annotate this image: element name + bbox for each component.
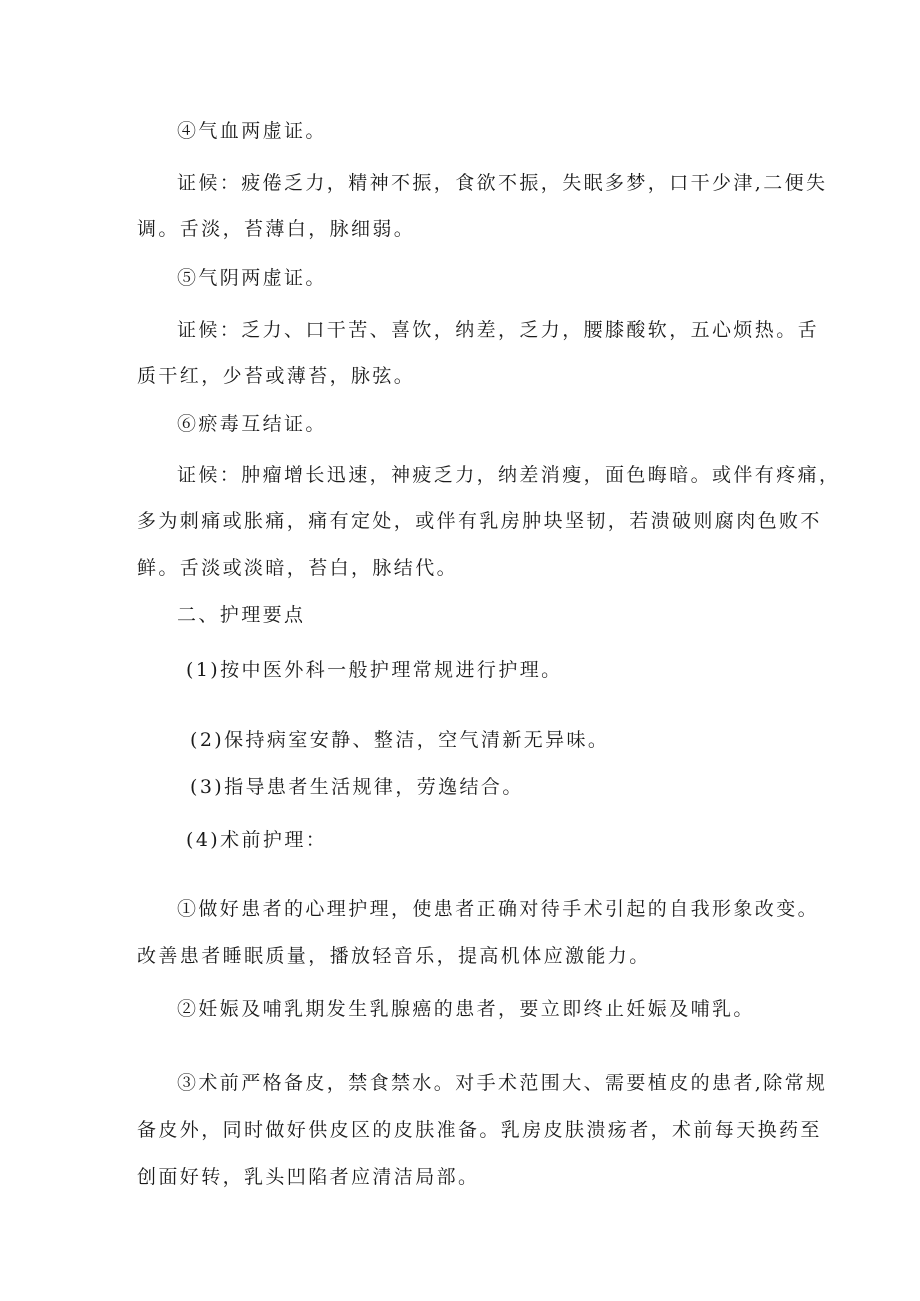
list-item: (3)指导患者生活规律，劳逸结合。 [190, 776, 524, 798]
paragraph-line: 鲜。舌淡或淡暗，苔白，脉结代。 [137, 557, 459, 579]
paragraph-line: 质干红，少苔或薄苔，脉弦。 [137, 365, 416, 387]
paragraph-line: 改善患者睡眠质量，播放轻音乐，提高机体应激能力。 [137, 945, 651, 967]
paragraph-line: 证候：疲倦乏力，精神不振，食欲不振，失眠多梦，口干少津,二便失 [177, 172, 828, 194]
paragraph-line: ②妊娠及哺乳期发生乳腺癌的患者，要立即终止妊娠及哺乳。 [177, 998, 755, 1020]
paragraph-line: ①做好患者的心理护理，使患者正确对待手术引起的自我形象改变。 [177, 898, 820, 920]
list-item: (4)术前护理： [186, 829, 328, 851]
paragraph-line: 证候：乏力、口干苦、喜饮，纳差，乏力，腰膝酸软，五心烦热。舌 [177, 319, 820, 341]
heading-qi-yin-deficiency: ⑤气阴两虚证。 [177, 267, 327, 289]
paragraph-line: 创面好转，乳头凹陷者应清洁局部。 [137, 1166, 480, 1188]
paragraph-line: 备皮外，同时做好供皮区的皮肤准备。乳房皮肤溃疡者，术前每天换药至 [137, 1119, 822, 1141]
section-heading-nursing-points: 二、护理要点 [177, 604, 306, 626]
list-item: (1)按中医外科一般护理常规进行护理。 [186, 659, 563, 681]
paragraph-line: ③术前严格备皮，禁食禁水。对手术范围大、需要植皮的患者,除常规 [177, 1072, 828, 1094]
paragraph-line: 调。舌淡，苔薄白，脉细弱。 [137, 218, 416, 240]
paragraph-line: 证候：肿瘤增长迅速，神疲乏力，纳差消瘦，面色晦暗。或伴有疼痛， [177, 464, 841, 486]
paragraph-line: 多为刺痛或胀痛，痛有定处，或伴有乳房肿块坚韧，若溃破则腐肉色败不 [137, 510, 822, 532]
heading-stasis-toxin: ⑥瘀毒互结证。 [177, 413, 327, 435]
heading-qi-blood-deficiency: ④气血两虚证。 [177, 120, 327, 142]
list-item: (2)保持病室安静、整洁，空气清新无异味。 [190, 729, 610, 751]
